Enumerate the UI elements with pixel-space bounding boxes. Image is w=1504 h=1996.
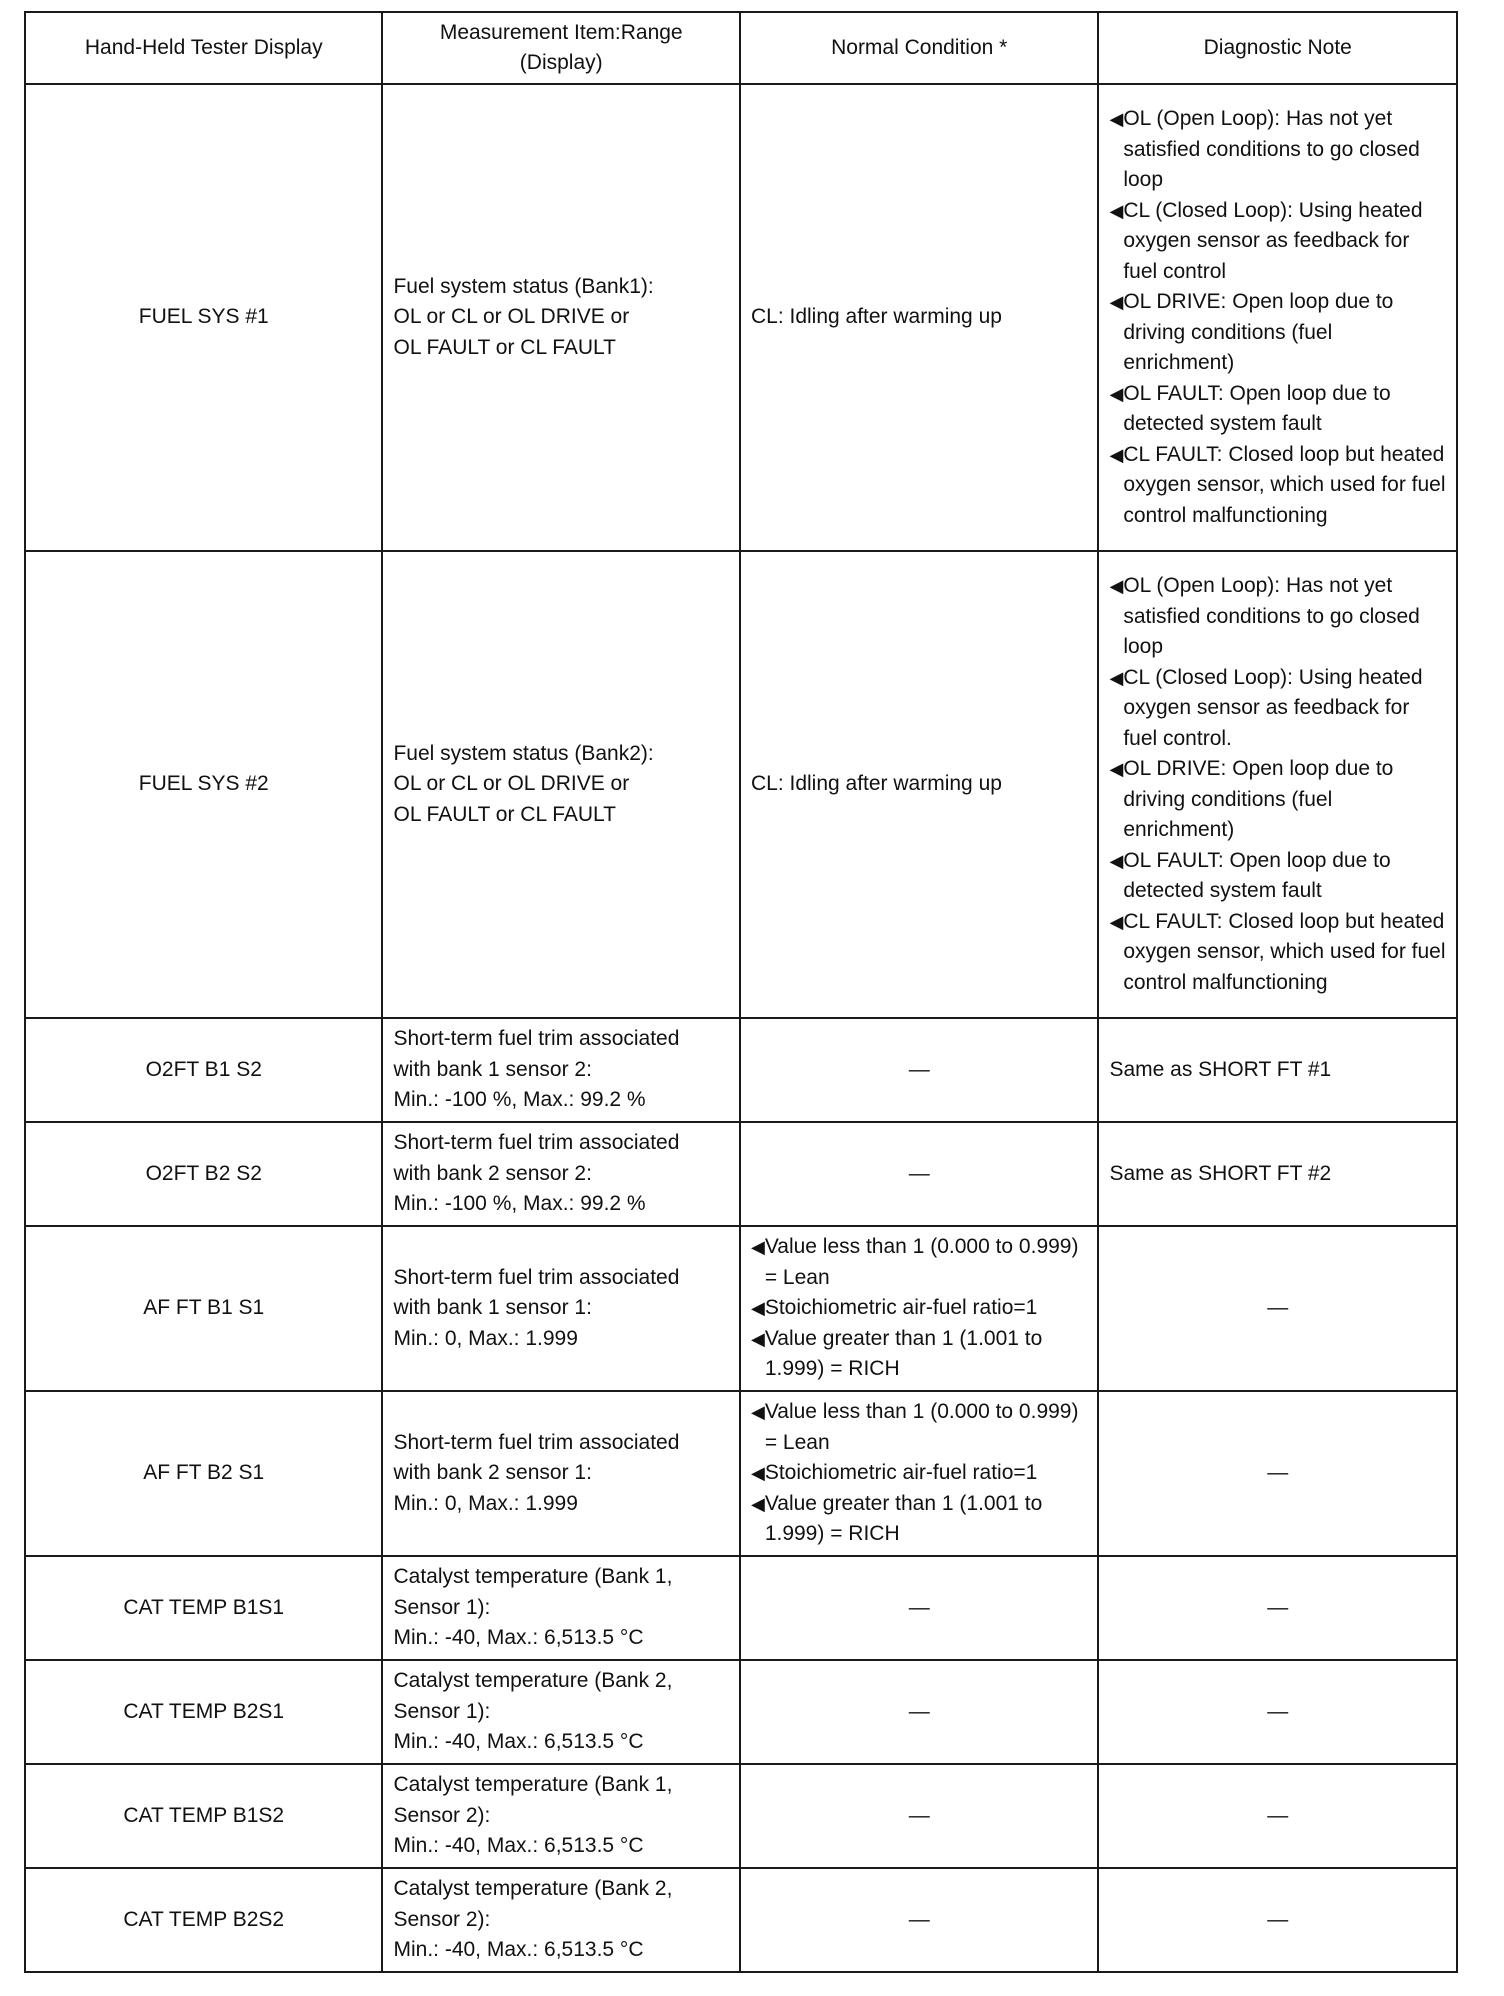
- table-row: [25, 1764, 1457, 1868]
- display-cell: FUEL SYS #1: [25, 84, 382, 551]
- header-note: Diagnostic Note: [1098, 12, 1457, 84]
- left-pointing-triangle-icon: ◀: [750, 1328, 765, 1349]
- range-cell: Fuel system status (Bank2): OL or CL or OL DRIVE or OL FAULT or CL FAULT: [382, 551, 739, 1018]
- note-item: ◀ CL FAULT: Closed loop but heated oxygen sensor, which used for fuel control malfunctioning: [1109, 907, 1446, 999]
- display-cell: CAT TEMP B1S1: [25, 1556, 382, 1660]
- table-header-row: [25, 12, 1457, 84]
- normal-cell: [740, 1391, 1099, 1556]
- normal-cell: CL: Idling after warming up: [740, 84, 1099, 551]
- display-cell: AF FT B1 S1: [25, 1226, 382, 1391]
- left-pointing-triangle-icon: ◀: [1109, 292, 1124, 312]
- left-pointing-triangle-icon: ◀: [1109, 576, 1124, 596]
- display-cell: O2FT B1 S2: [25, 1018, 382, 1122]
- left-pointing-triangle-icon: ◀: [1109, 383, 1124, 404]
- range-cell: Short-term fuel trim associated with bank 1 sensor 1: Min.: 0, Max.: 1.999: [382, 1226, 739, 1391]
- note-cell: —: [1098, 1660, 1457, 1764]
- left-pointing-triangle-icon: ◀: [750, 1237, 765, 1258]
- note-item: ◀ OL DRIVE: Open loop due to driving conditions (fuel enrichment): [1109, 754, 1446, 846]
- normal-cell: —: [740, 1764, 1099, 1868]
- left-pointing-triangle-icon: ◀: [1109, 759, 1124, 779]
- range-cell: Catalyst temperature (Bank 2, Sensor 2): Min.: -40, Max.: 6,513.5 °C: [382, 1868, 739, 1972]
- normal-cell: —: [740, 1556, 1099, 1660]
- table-row: [25, 1122, 1457, 1226]
- note-cell: [1098, 84, 1457, 551]
- normal-item: ◀ Value less than 1 (0.000 to 0.999) = Lean: [751, 1397, 1088, 1458]
- left-pointing-triangle-icon: ◀: [1109, 850, 1124, 871]
- left-pointing-triangle-icon: ◀: [750, 1493, 765, 1514]
- left-pointing-triangle-icon: ◀: [1109, 444, 1124, 465]
- table-row: [25, 1660, 1457, 1764]
- table-row: [25, 84, 1457, 551]
- range-cell: Catalyst temperature (Bank 2, Sensor 1): Min.: -40, Max.: 6,513.5 °C: [382, 1660, 739, 1764]
- range-cell: Short-term fuel trim associated with bank 2 sensor 2: Min.: -100 %, Max.: 99.2 %: [382, 1122, 739, 1226]
- table-row: [25, 1556, 1457, 1660]
- table-row: [25, 1391, 1457, 1556]
- left-pointing-triangle-icon: ◀: [750, 1298, 765, 1319]
- table-row: [25, 551, 1457, 1018]
- normal-cell: —: [740, 1868, 1099, 1972]
- left-pointing-triangle-icon: ◀: [750, 1463, 765, 1484]
- left-pointing-triangle-icon: ◀: [1109, 911, 1124, 932]
- note-cell: —: [1098, 1391, 1457, 1556]
- display-cell: AF FT B2 S1: [25, 1391, 382, 1556]
- note-item: ◀ CL (Closed Loop): Using heated oxygen sensor as feedback for fuel control: [1109, 196, 1446, 288]
- normal-item: ◀ Stoichiometric air-fuel ratio=1: [751, 1458, 1088, 1489]
- table-row: [25, 1868, 1457, 1972]
- note-item: ◀ OL DRIVE: Open loop due to driving conditions (fuel enrichment): [1109, 287, 1446, 379]
- display-cell: CAT TEMP B2S1: [25, 1660, 382, 1764]
- note-cell: —: [1098, 1764, 1457, 1868]
- left-pointing-triangle-icon: ◀: [750, 1402, 765, 1423]
- normal-item: ◀ Stoichiometric air-fuel ratio=1: [751, 1293, 1088, 1324]
- note-cell: —: [1098, 1226, 1457, 1391]
- header-normal: Normal Condition *: [740, 12, 1099, 84]
- left-pointing-triangle-icon: ◀: [1109, 667, 1124, 688]
- table-row: [25, 1226, 1457, 1391]
- note-item: ◀ OL FAULT: Open loop due to detected system fault: [1109, 379, 1446, 440]
- normal-item: ◀ Value greater than 1 (1.001 to 1.999) = RICH: [751, 1489, 1088, 1550]
- table-row: [25, 1018, 1457, 1122]
- display-cell: O2FT B2 S2: [25, 1122, 382, 1226]
- header-range: Measurement Item:Range (Display): [382, 12, 739, 84]
- range-cell: Fuel system status (Bank1): OL or CL or OL DRIVE or OL FAULT or CL FAULT: [382, 84, 739, 551]
- normal-cell: —: [740, 1122, 1099, 1226]
- normal-item: ◀ Value greater than 1 (1.001 to 1.999) = RICH: [751, 1324, 1088, 1385]
- range-cell: Catalyst temperature (Bank 1, Sensor 1): Min.: -40, Max.: 6,513.5 °C: [382, 1556, 739, 1660]
- normal-cell: —: [740, 1018, 1099, 1122]
- note-item: ◀ CL (Closed Loop): Using heated oxygen sensor as feedback for fuel control.: [1109, 663, 1446, 755]
- note-item: ◀ OL (Open Loop): Has not yet satisfied conditions to go closed loop: [1109, 104, 1446, 196]
- normal-cell: CL: Idling after warming up: [740, 551, 1099, 1018]
- note-cell: Same as SHORT FT #1: [1098, 1018, 1457, 1122]
- normal-item: ◀ Value less than 1 (0.000 to 0.999) = Lean: [751, 1232, 1088, 1293]
- note-cell: Same as SHORT FT #2: [1098, 1122, 1457, 1226]
- display-cell: CAT TEMP B1S2: [25, 1764, 382, 1868]
- range-cell: Catalyst temperature (Bank 1, Sensor 2): Min.: -40, Max.: 6,513.5 °C: [382, 1764, 739, 1868]
- note-cell: —: [1098, 1868, 1457, 1972]
- header-display: Hand-Held Tester Display: [25, 12, 382, 84]
- note-cell: —: [1098, 1556, 1457, 1660]
- left-pointing-triangle-icon: ◀: [1109, 200, 1124, 221]
- note-item: ◀ OL (Open Loop): Has not yet satisfied conditions to go closed loop: [1109, 571, 1446, 663]
- display-cell: CAT TEMP B2S2: [25, 1868, 382, 1972]
- left-pointing-triangle-icon: ◀: [1109, 109, 1124, 129]
- range-cell: Short-term fuel trim associated with bank 1 sensor 2: Min.: -100 %, Max.: 99.2 %: [382, 1018, 739, 1122]
- note-item: ◀ OL FAULT: Open loop due to detected system fault: [1109, 846, 1446, 907]
- data-list-table: [24, 11, 1458, 1973]
- normal-cell: [740, 1226, 1099, 1391]
- note-cell: [1098, 551, 1457, 1018]
- normal-cell: —: [740, 1660, 1099, 1764]
- note-item: ◀ CL FAULT: Closed loop but heated oxygen sensor, which used for fuel control malfunctioning: [1109, 440, 1446, 532]
- range-cell: Short-term fuel trim associated with bank 2 sensor 1: Min.: 0, Max.: 1.999: [382, 1391, 739, 1556]
- display-cell: FUEL SYS #2: [25, 551, 382, 1018]
